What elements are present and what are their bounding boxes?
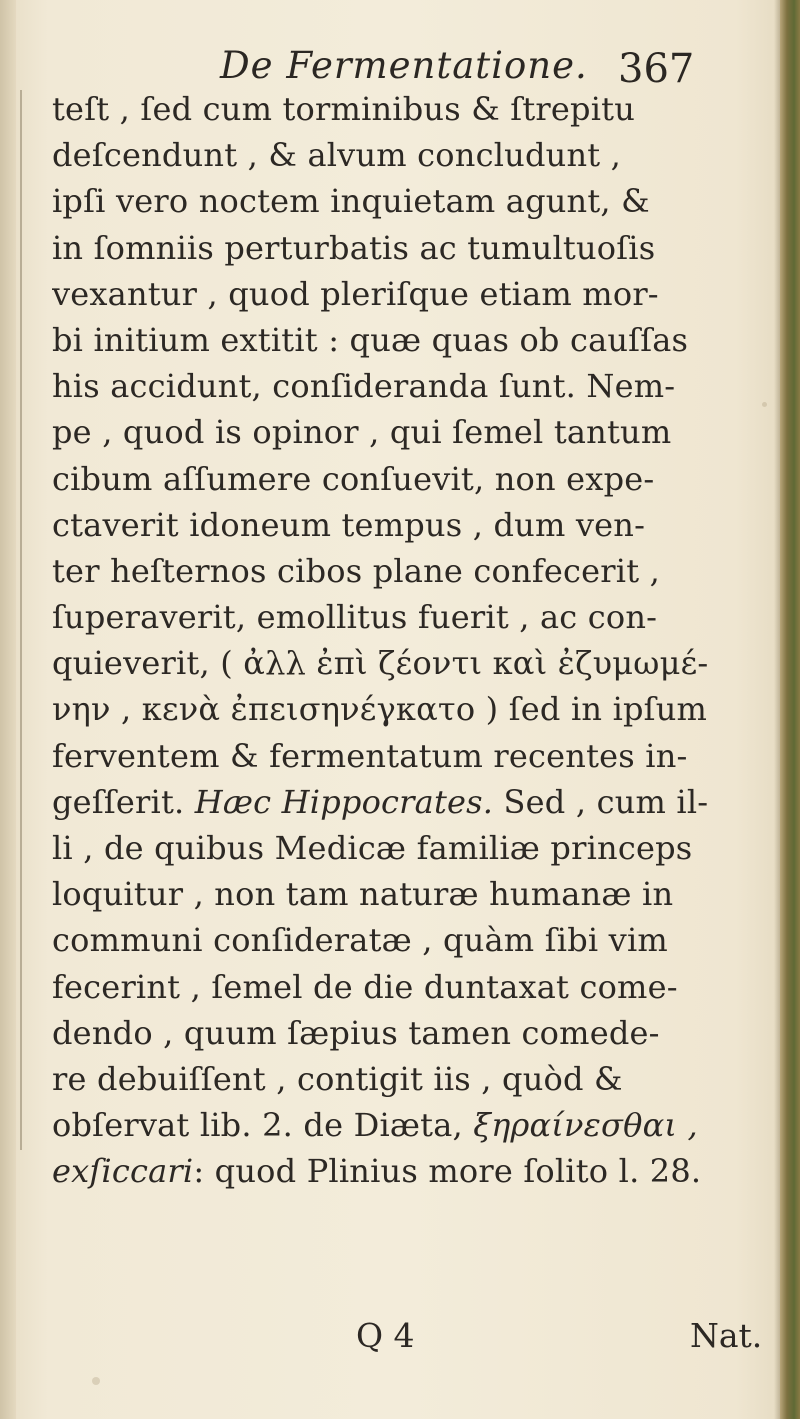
latin-term: exſiccari — [52, 1152, 194, 1191]
text-line: cibum aſſumere conſuevit, non expe- — [52, 459, 655, 498]
catchword: Nat. — [690, 1316, 763, 1355]
text-line: ctaverit idoneum tempus , dum ven- — [52, 505, 646, 544]
text-line: ſuperaverit, emollitus fuerit , ac con- — [52, 598, 658, 637]
text-line: ferventem & fermentatum recentes in- — [52, 736, 688, 775]
text-line: vexantur , quod pleriſque etiam mor- — [52, 274, 659, 313]
book-cover-edge — [780, 0, 800, 1419]
text-line: νην , κενὰ ἐπεισηνέγκατο ) ſed in ipſum — [52, 690, 708, 729]
text-line: loquitur , non tam naturæ humanæ in — [52, 875, 674, 914]
signature-mark: Q 4 — [356, 1316, 415, 1355]
text-line: re debuiſſent , contigit iis , quòd & — [52, 1059, 623, 1098]
text-line: his accidunt, conſideranda ſunt. Nem- — [52, 367, 676, 406]
text-line: dendo , quum ſæpius tamen comede- — [52, 1013, 660, 1052]
text-line: obſervat lib. 2. de Diæta, ξηραίνεσθαι , — [52, 1106, 698, 1145]
text-line: ipſi vero noctem inquietam agunt, & — [52, 182, 650, 221]
binding-rule — [20, 90, 22, 1150]
text-line: pe , quod is opinor , qui ſemel tantum — [52, 413, 672, 452]
text-line: communi conſideratæ , quàm ſibi vim — [52, 921, 668, 960]
binding-edge — [0, 0, 16, 1419]
text-line: ter heſternos cibos plane confecerit , — [52, 551, 661, 590]
body-text — [52, 86, 772, 1195]
text-line: quieverit, ( ἀλλ ἐπὶ ζέοντι καὶ ἐζυμωμέ- — [52, 644, 709, 683]
page-footer — [0, 1314, 800, 1364]
text-line: bi initium extitit : quæ quas ob cauſſas — [52, 320, 689, 359]
text-line: li , de quibus Medicæ familiæ princeps — [52, 829, 693, 867]
running-head: De Fermentatione. — [220, 44, 588, 87]
hippocrates-reference: Hæc Hippocrates. — [194, 782, 494, 821]
text-line: geſſerit. Hæc Hippocrates. Sed , cum il- — [52, 782, 709, 821]
text-line: in ſomniis perturbatis ac tumultuoſis — [52, 228, 656, 267]
greek-term: ξηραίνεσθαι , — [473, 1106, 698, 1145]
text-line: exſiccari: quod Plinius more ſolito l. 28. — [52, 1152, 702, 1191]
text-line: deſcendunt , & alvum concludunt , — [52, 136, 622, 175]
text-line: fecerint , ſemel de die duntaxat come- — [52, 967, 678, 1006]
paper-stain — [92, 1377, 100, 1385]
text-line: teſt , ſed cum torminibus & ſtrepitu — [52, 90, 636, 128]
page-number: 367 — [618, 46, 695, 92]
